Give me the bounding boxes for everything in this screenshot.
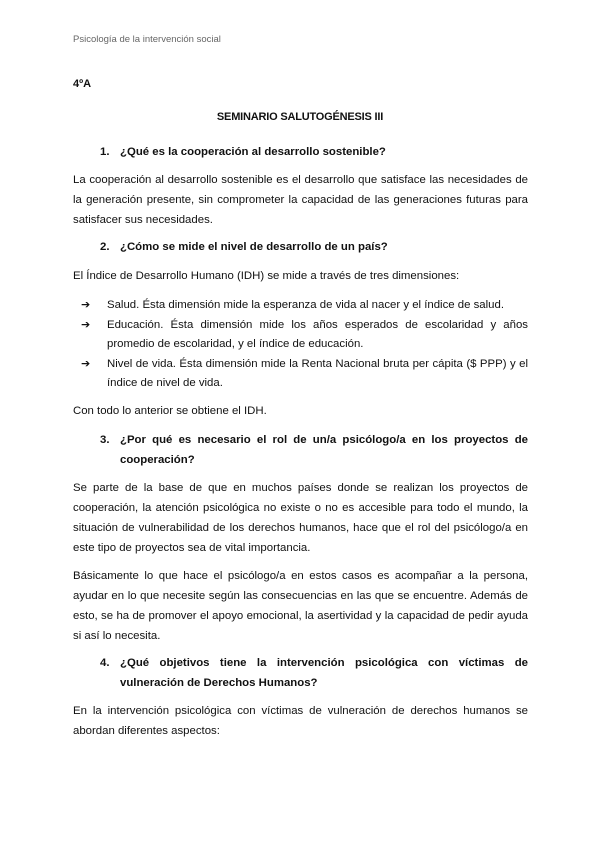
question-number: 1. xyxy=(100,146,110,158)
bullet-text: Educación. Ésta dimensión mide los años esperados de escolaridad y años promedio de escolaridad, y el índice de educación. xyxy=(107,319,528,350)
course-label: 4ºA xyxy=(73,78,92,90)
bullet-text: Nivel de vida. Ésta dimensión mide la Renta Nacional bruta per cápita ($ PPP) y el índice de nivel de vida. xyxy=(107,358,528,389)
answer-4-intro: En la intervención psicológica con víctimas de vulneración de derechos humanos se abordan diferentes aspectos: xyxy=(73,705,528,737)
question-text: ¿Qué es la cooperación al desarrollo sostenible? xyxy=(120,146,386,158)
bullet-item xyxy=(81,296,528,315)
question-4 xyxy=(100,653,528,693)
document-title: SEMINARIO SALUTOGÉNESIS III xyxy=(216,111,384,123)
bullet-text: Salud. Ésta dimensión mide la esperanza de vida al nacer y el índice de salud. xyxy=(107,299,505,311)
arrow-bullet-icon: ➔ xyxy=(81,299,91,311)
question-2 xyxy=(100,237,528,257)
bullet-item xyxy=(81,355,528,392)
question-number: 2. xyxy=(100,241,110,253)
answer-3-paragraph-1: Se parte de la base de que en muchos países donde se realizan los proyectos de cooperación, la atención psicológica no existe o no es accesible para todo el mundo, la situación de vulnerabilidad de los derechos humanos, hace que el rol del psicólogo/a en este tipo de proyectos sea de vital importancia. xyxy=(73,482,528,554)
running-header: Psicología de la intervención social xyxy=(73,34,221,45)
question-number: 4. xyxy=(100,657,110,669)
question-3 xyxy=(100,430,528,470)
answer-3-paragraph-2: Básicamente lo que hace el psicólogo/a en estos casos es acompañar a la persona, ayudar en lo que necesite según las consecuencias en las que se encuentre. Además de esto, se ha de promover el apoyo emocional, la asertividad y la capacidad de pedir ayuda si así lo necesita. xyxy=(73,570,528,642)
question-number: 3. xyxy=(100,434,110,446)
question-text: ¿Qué objetivos tiene la intervención psicológica con víctimas de vulneración de Derechos Humanos? xyxy=(120,657,528,689)
arrow-bullet-icon: ➔ xyxy=(81,358,91,370)
answer-1: La cooperación al desarrollo sostenible es el desarrollo que satisface las necesidades de la generación presente, sin comprometer la capacidad de las generaciones futuras para satisfacer sus necesidades. xyxy=(73,174,528,226)
question-text: ¿Cómo se mide el nivel de desarrollo de un país? xyxy=(120,241,388,253)
arrow-bullet-icon: ➔ xyxy=(81,319,91,331)
question-text: ¿Por qué es necesario el rol de un/a psicólogo/a en los proyectos de cooperación? xyxy=(120,434,528,466)
answer-2-outro: Con todo lo anterior se obtiene el IDH. xyxy=(73,405,267,417)
answer-2-intro: El Índice de Desarrollo Humano (IDH) se mide a través de tres dimensiones: xyxy=(73,270,460,282)
bullet-item xyxy=(81,316,528,353)
question-1 xyxy=(100,142,528,162)
